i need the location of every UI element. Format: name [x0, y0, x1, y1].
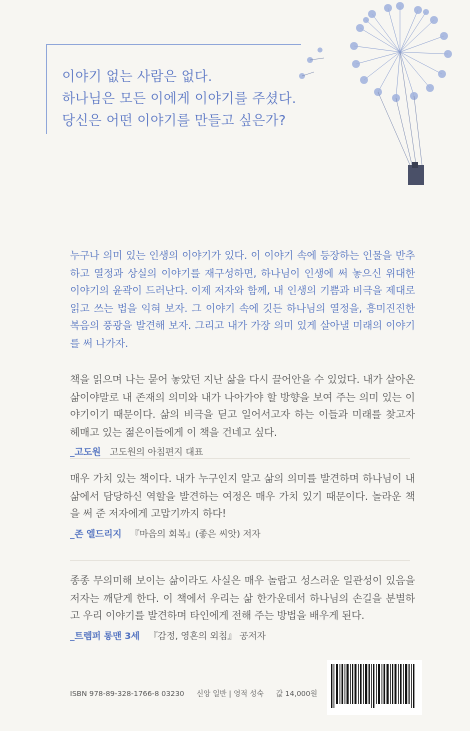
endorsement-text: 종종 무의미해 보이는 삶이라도 사실은 매우 놀랍고 성스러운 일관성이 있음을 저자는 깨닫게 한다. 이 책에서 우리는 삶 한가운데서 하나님의 손길을 분별하고 우리 이야기를 발견하며 타인에게 전해 주는 방법을 배우게 된다.	[70, 576, 415, 623]
intro-paragraph: 누구나 의미 있는 인생의 이야기가 있다. 이 이야기 속에 등장하는 인물을 반추하고 열정과 상실의 이야기를 재구성하면, 하나님이 인생에 써 놓으신 위대한 이야기의 윤곽이 드러난다. 이제 저자와 함께, 내 인생의 기쁨과 비극을 제대로 읽고 쓰는 법을 익혀 보자. 그 이야기 속에 깃든 하나님의 열정을, 흥미진진한 복음의 풍광을 발견해 보자. 그리고 내가 가장 의미 있게 살아낼 미래의 이야기를 써 나가자.	[70, 251, 415, 350]
divider	[70, 560, 410, 561]
endorser-name: _고도원	[70, 447, 101, 459]
book-category: 신앙 일반 | 영적 성숙	[196, 689, 264, 698]
endorsement-attribution	[70, 444, 415, 462]
quote-line-2: 하나님은 모든 이에게 이야기를 주셨다.	[62, 91, 297, 107]
divider	[70, 458, 410, 459]
endorser-role: 『마음의 회복』(좋은 씨앗) 저자	[130, 528, 261, 540]
endorser-role: 『감정, 영혼의 외침』 공저자	[148, 630, 266, 642]
endorsement-2	[70, 471, 415, 543]
endorser-role: 고도원의 아침편지 대표	[109, 447, 204, 459]
endorsement-attribution	[70, 628, 415, 646]
endorsement-text: 매우 가치 있는 책이다. 내가 누구인지 알고 삶의 의미를 발견하며 하나님이 내 삶에서 담당하신 역할을 발견하는 여정은 매우 가치 있기 때문이다. 놀라운 책을 써 준 저자에게 고맙기까지 하다!	[70, 474, 415, 521]
dandelion-balloon-illustration	[290, 0, 470, 200]
endorsement-attribution	[70, 526, 415, 544]
barcode-icon	[327, 660, 422, 715]
endorser-name: _존 엘드리지	[70, 528, 122, 540]
quote-line-3: 당신은 어떤 이야기를 만들고 싶은가?	[62, 113, 286, 129]
endorsement-3	[70, 573, 415, 645]
isbn-info	[70, 689, 327, 699]
quote-bracket-vertical	[46, 44, 47, 134]
isbn-number: ISBN 978-89-328-1766-8 03230	[70, 689, 185, 698]
endorsement-text: 책을 읽으며 나는 묻어 놓았던 지난 삶을 다시 끌어안을 수 있었다. 내가 살아온 삶이야말로 내 존재의 의미와 내가 나아가야 할 방향을 보여 주는 의미 있는 이야기이기 때문이다. 삶의 비극을 딛고 일어서고자 하는 이들과 미래를 찾고자 헤매고 있는 젊은이들에게 이 책을 건네고 싶다.	[70, 375, 415, 439]
quote-text	[62, 66, 296, 132]
quote-bracket-horizontal	[46, 44, 301, 45]
quote-box	[46, 44, 306, 134]
endorser-name: _트렘퍼 롱맨 3세	[70, 630, 140, 642]
book-price: 값 14,000원	[275, 689, 318, 698]
endorsement-1	[70, 372, 415, 462]
quote-line-1: 이야기 없는 사람은 없다.	[62, 69, 213, 85]
